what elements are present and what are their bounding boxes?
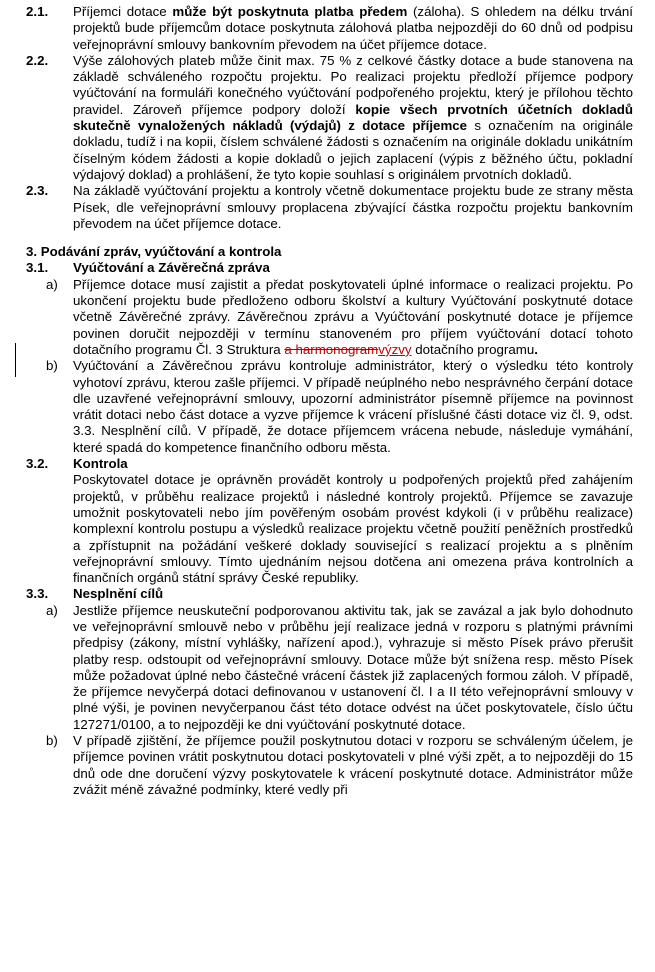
paragraph: V případě zjištění, že příjemce použil poskytnutou dotaci v rozporu se schváleným účelem, je příjemce povinen vrátit poskytnutou dotaci poskytovateli v plné výši zpět, a to nejpozději do 15 dnů ode dne doručení výzvy poskytovatele k vrácení poskytnuté dotace. Administrátor může zvážit méně závažné podmínky, které vedly při — [73, 733, 633, 797]
paragraph: Vyúčtování a Závěrečnou zprávu kontroluje administrátor, který o výsledku této kontroly vyhotoví zprávu, kterou zašle příjemci. V případě neúplného nebo nesprávného čerpání dotace dle uzavřené veřejnoprávní smlouvy, upozorní administrátor písemně příjemce na povinnost vrátit dotaci nebo část dotace a vyzve příjemce k vrácení příslušné části dotace viz čl. 9, odst. 3.3. Nesplnění cílů. V případě, že dotace příjemcem vrácena nebude, následuje vymáhání, které spadá do kompetence finančního odboru města. — [73, 358, 633, 455]
section-title: Nesplnění cílů — [73, 586, 164, 602]
section-3-3-heading — [0, 586, 655, 602]
section-3-1-b — [0, 358, 655, 456]
section-number: 2.1. — [26, 4, 49, 19]
document-page — [0, 4, 655, 798]
section-3-3-a — [0, 603, 655, 733]
paragraph: Příjemce dotace musí zajistit a předat poskytovateli úplné informace o realizaci projektu. Po ukončení projektu bude předloženo odboru školství a kultury Vyúčtování poskytnuté dotace včetně Závěrečné zprávy. Závěrečnou zprávu a Vyúčtování poskytnuté dotace je příjemce povinen doručit nejpozději v termínu stanoveném pro příjem vyúčtování dotací tohoto dotačního programu Čl. 3 Struktura a harmonogramvýzvy dotačního programu. — [73, 276, 633, 357]
section-number: 3.1. — [26, 260, 49, 276]
section-3-1-a — [0, 277, 655, 358]
list-label: a) — [46, 602, 58, 618]
section-number: 3.2. — [26, 456, 49, 472]
section-number: 2.3. — [26, 183, 49, 199]
section-2-2 — [0, 53, 655, 183]
list-label: b) — [46, 358, 58, 374]
section-2-1 — [0, 4, 655, 53]
section-2-3 — [0, 183, 655, 232]
section-number: 2.2. — [26, 52, 49, 68]
paragraph: Výše zálohových plateb může činit max. 75 % z celkové částky dotace a bude stanovena na základě schváleného rozpočtu projektu. Po realizaci projektu předloží příjemce podpory vyúčtování na formuláři konečného vyúčtování podpořeného projektu, který je přílohou těchto pravidel. Zároveň příjemce podpory doloží kopie všech prvotních účetních dokladů skutečně vynaložených nákladů (výdajů) z dotace příjemce s označením na originále dokladu, tudíž i na kopii, číslem schválené žádosti s označením na originále dokladu unikátním číselným kódem žádosti a kopie dokladů o jejich zaplacení (výpis z běžného účtu, pokladní výdajový doklad) a prohlášení, že tyto kopie souhlasí s originálem prvotních dokladů. — [73, 52, 633, 182]
list-label: b) — [46, 733, 58, 749]
paragraph: Poskytovatel dotace je oprávněn provádět kontroly u podpořených projektů před zahájením projektů, v průběhu realizace projektů i následné kontroly projektů. Příjemce se zavazuje umožnit poskytovateli nebo jím pověřeným osobám provést kdykoli (i v průběhu realizace) komplexní kontrolu postupu a výsledků realizace projektu včetně použití peněžních prostředků a zpřístupnit na požádání veškeré doklady související s realizací projektu a s plněním veřejnoprávní smlouvy. Tímto ujednáním nejsou dotčena ani omezena práva kontrolních a finančních orgánů státní správy České republiky. — [73, 472, 633, 586]
paragraph: Příjemci dotace může být poskytnuta platba předem (záloha). S ohledem na délku trvání projektů bude příjemcům dotace poskytnuta zálohová platba nejpozději do 60 dnů od podpisu veřejnoprávní smlouvy bankovním převodem na účet příjemce dotace. — [73, 4, 633, 52]
section-3-1-heading — [0, 260, 655, 276]
section-3-3-b — [0, 733, 655, 798]
paragraph: Jestliže příjemce neuskuteční podporovanou aktivitu tak, jak se zavázal a jak bylo dohodnuto ve veřejnoprávní smlouvě nebo v průběhu její realizace jedná v rozporu s platnými právními předpisy (zákony, místní vyhlášky, nařízení apod.), vyhrazuje si město Písek právo přerušit platby resp. odstoupit od veřejnoprávní smlouvy. Dotace může být snížena resp. město Písek může požadovat úplné nebo částečné vrácení částek již zaplacených formou záloh. V případě, že příjemce nevyčerpá dotaci definovanou v ustanovení čl. I a II této veřejnoprávní smlouvy v plné výši, je povinen nevyčerpanou část této dotace odvést na účet poskytovatele, číslo účtu 127271/0100, a to nejpozději ke dni vyúčtování poskytnuté dotace. — [73, 602, 633, 732]
section-3-2-heading — [0, 456, 655, 472]
inserted-text: výzvy — [378, 341, 412, 357]
deleted-text: a harmonogram — [284, 341, 379, 357]
paragraph: Na základě vyúčtování projektu a kontroly včetně dokumentace projektu bude ze strany města Písek, dle veřejnoprávní smlouvy proplacena zbývající částka rozpočtu projektu bankovním převodem na účet příjemce dotace. — [73, 183, 633, 231]
section-title: Kontrola — [73, 456, 128, 472]
chapter-heading: 3. Podávání zpráv, vyúčtování a kontrola — [26, 244, 282, 260]
section-title: Vyúčtování a Závěrečná zpráva — [73, 260, 270, 276]
section-number: 3.3. — [26, 586, 49, 602]
list-label: a) — [46, 276, 58, 292]
